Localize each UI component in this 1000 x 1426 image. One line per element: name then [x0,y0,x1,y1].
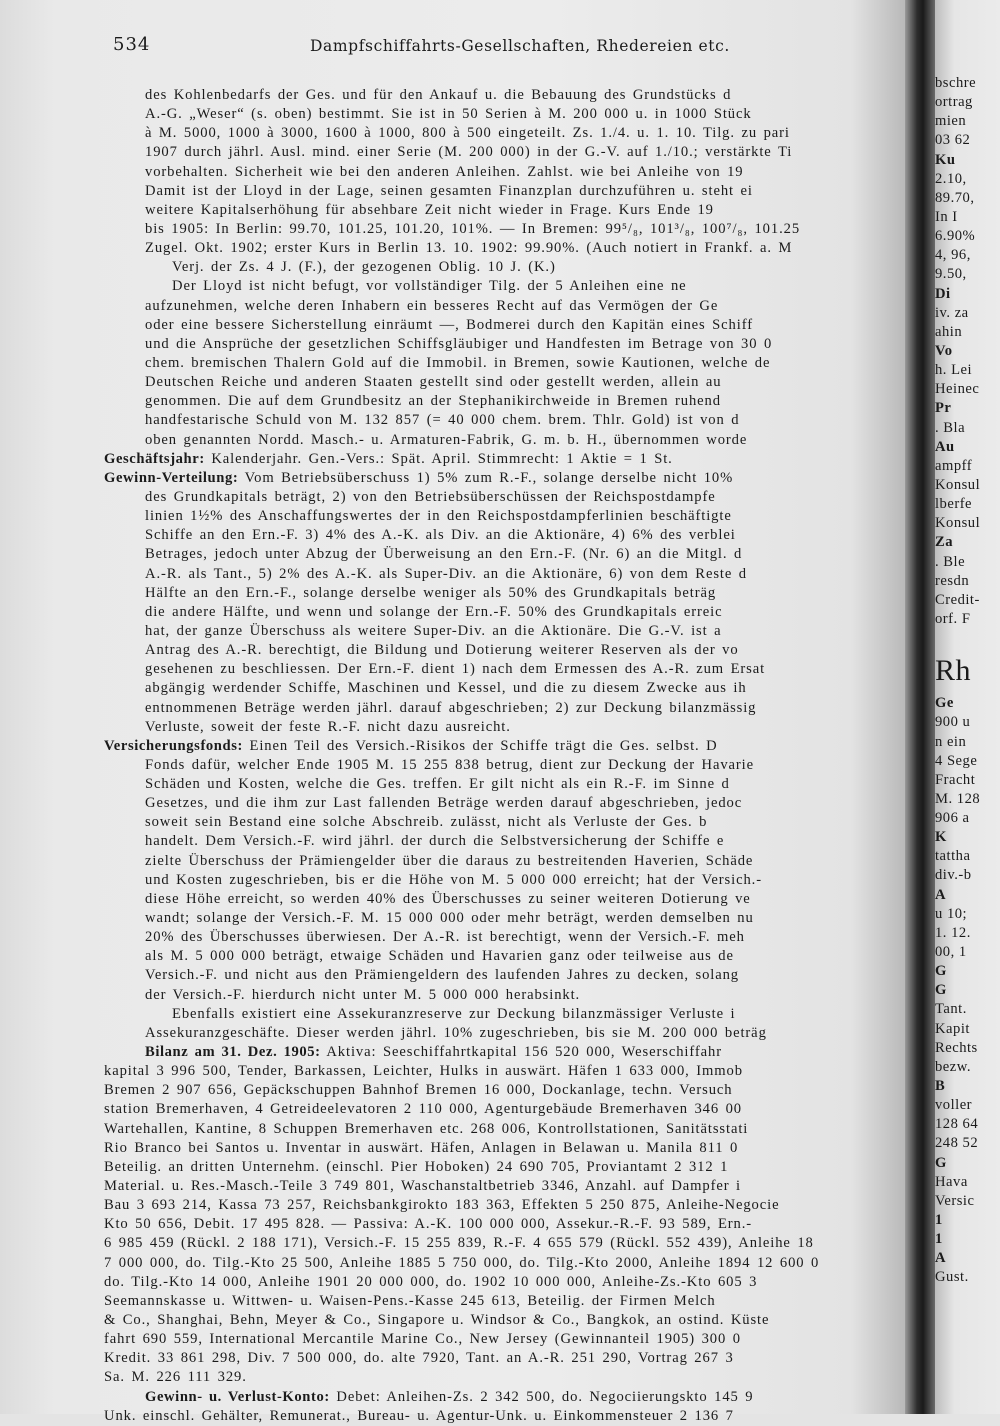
section-heading: Geschäftsjahr: [104,450,205,467]
line-text: weitere Kapitalserhöhung für absehbare Zeit nicht wieder in Frage. Kurs Ende 19 [145,201,714,218]
line-text: vorbehalten. Sicherheit wie bei den anderen Anleihen. Zahlst. wie bei Anleihe von 19 [145,163,744,180]
text-line [104,297,904,316]
line-text: handfestarische Schuld von M. 132 857 (= 40 000 chem. brem. Thlr. Gold) ist von d [145,412,740,429]
text-line [104,86,904,105]
line-text: Deutschen Reiche und anderen Staaten gestellt sind oder gestellt werden, allein au [145,374,722,391]
right-text-line: 4 Sege [935,752,978,769]
text-line [104,124,904,143]
line-text: Verluste, soweit der feste R.-F. nicht dazu ausreicht. [145,718,511,735]
text-line [104,641,904,660]
line-text: entnommenen Beträge werden jährl. darauf abgeschrieben; 2) zur Deckung bilanzmässig [145,699,757,716]
right-text-line: Konsul [935,476,981,493]
line-text: Betrages, jedoch unter Abzug der Überweisung an den Ern.-F. (Nr. 6) an die Mitgl. d [145,546,743,563]
right-text-line: Vo [935,342,953,359]
text-line [104,431,904,450]
right-text-line: Kapit [935,1020,970,1037]
section-heading: Gewinn- u. Verlust-Konto: [145,1388,330,1405]
line-text: à M. 5000, 1000 à 3000, 1600 à 1000, 800 à 500 eingeteilt. Zs. 1./4. u. 1. 10. Tilg. zu pari [145,125,790,142]
text-line [104,871,904,890]
text-line [104,737,904,756]
text-line [104,603,904,622]
line-text: linien 1½% des Anschaffungswertes der in den Reichspostdampferlinien beschäftigte [145,508,732,525]
right-text-line: Fracht [935,771,976,788]
right-text-line: Ku [935,151,956,168]
line-text: und Kosten zugeschrieben, bis er die Höhe von M. 5 000 000 erreicht; hat der Versich.- [145,871,762,888]
line-text: do. Tilg.-Kto 14 000, Anleihe 1901 20 000 000, do. 1902 10 000 000, Anleihe-Zs.-Kto 605 3 [104,1273,758,1290]
text-line [104,794,904,813]
right-text-line: 1 [935,1212,943,1229]
text-line [104,928,904,947]
right-text-line: tattha [935,848,971,865]
page-number: 534 [113,34,151,55]
right-text-line: A [935,886,947,903]
right-text-line: 900 u [935,714,971,731]
line-text: Schäden und Kosten, welche die Ges. treffen. Er gilt nicht als ein R.-F. im Sinne d [145,776,730,793]
text-line [104,890,904,909]
line-text: Beteilig. an dritten Unternehm. (einschl. Pier Hoboken) 24 690 705, Proviantamt 2 312 1 [104,1158,729,1175]
line-text: Ebenfalls existiert eine Assekuranzreserve zur Deckung bilanzmässiger Verluste i [172,1005,736,1022]
right-text-line: G [935,982,947,999]
line-text: Zugel. Okt. 1902; erster Kurs in Berlin 13. 10. 1902: 99.90%. (Auch notiert in Frankf. a. M [145,240,793,257]
right-text-line: n ein [935,733,967,750]
right-text-line: Konsul [935,515,981,532]
text-line [104,220,904,239]
right-text-line: div.-b [935,867,972,884]
text-line [104,756,904,775]
text-line [104,622,904,641]
right-text-line: u 10; [935,905,968,922]
line-text: Kredit. 33 861 298, Div. 7 500 000, do. alte 7920, Tant. an A.-R. 251 290, Vortrag 267 3 [104,1350,734,1367]
line-text: Kalenderjahr. Gen.-Vers.: Spät. April. Stimmrecht: 1 Aktie = 1 St. [204,450,673,467]
line-text: Antrag des A.-R. berechtigt, die Bildung und Dotierung weiterer Reserven als der vo [145,642,739,659]
line-text: Material. u. Res.-Masch.-Teile 3 749 801, Waschanstaltbetrieb 3346, Anzahl. auf Dampfer i [104,1178,742,1195]
right-text-line: 248 52 [935,1135,979,1152]
right-text-line: Gust. [935,1269,969,1286]
right-text-line: mien [935,113,967,130]
line-text: genommen. Die auf dem Grundbesitz an der Stephanikirchweide in Bremen ruhend [145,393,721,410]
text-line [104,1177,904,1196]
right-text-line: 03 62 [935,132,971,149]
text-line [104,1024,904,1043]
line-text: und die Ansprüche der gesetzlichen Schiffsgläubiger und Handfesten im Betrage von 30 0 [145,335,773,352]
body-text [104,86,904,1426]
text-line [104,775,904,794]
right-text-line: ahin [935,323,963,340]
line-text: Assekuranzgeschäfte. Dieser werden jährl. 10% zugeschrieben, bis sie M. 200 000 beträg [145,1024,767,1041]
right-text-line: 128 64 [935,1116,979,1133]
right-text-line: Au [935,438,955,455]
right-text-line: bezw. [935,1058,971,1075]
text-line [104,1368,904,1387]
text-line [104,679,904,698]
text-line [104,813,904,832]
line-text: oben genannten Nordd. Masch.- u. Armaturen-Fabrik, G. m. b. H., übernommen worde [145,431,748,448]
line-text: Sa. M. 226 111 329. [104,1369,247,1386]
line-text: Vom Betriebsüberschuss 1) 5% zum R.-F., solange derselbe nicht 10% [238,469,734,486]
line-text: die andere Hälfte, und wenn und solange der Ern.-F. 50% des Grundkapitals erreic [145,603,723,620]
line-text: 1907 durch jährl. Ausl. mind. einer Serie (M. 200 000) in der G.-V. auf 1./10.; verstärkte Ti [145,144,793,161]
book-gutter [905,0,935,1414]
text-line [104,966,904,985]
text-line [104,239,904,258]
line-text: Bremen 2 907 656, Gepäckschuppen Bahnhof Bremen 16 000, Dockanlage, techn. Versuch [104,1082,733,1099]
right-text-line: iv. za [935,304,969,321]
text-line [104,1139,904,1158]
text-line [104,832,904,851]
right-text-line: voller [935,1097,973,1114]
line-text: des Grundkapitals beträgt, 2) von den Betriebsüberschüssen der Reichspostdampfe [145,488,716,505]
right-text-line: G [935,963,947,980]
line-text: Versich.-F. und nicht aus den Prämiengeldern des laufenden Jahres zu decken, solang [145,967,739,984]
right-text-line: Rechts [935,1039,978,1056]
line-text: Damit ist der Lloyd in der Lage, seinen gesamten Finanzplan durchzuführen u. steht ei [145,182,753,199]
line-text: Einen Teil des Versich.-Risikos der Schiffe trägt die Ges. selbst. D [242,737,718,754]
text-line [104,335,904,354]
text-line [104,852,904,871]
text-line [104,354,904,373]
right-text-line: Hava [935,1173,968,1190]
line-text: chem. bremischen Thalern Gold auf die Immobil. in Bremen, sowie Kautionen, welche de [145,354,771,371]
right-text-line: h. Lei [935,362,973,379]
text-line [104,1005,904,1024]
text-line [104,258,904,277]
right-text-line: orf. F [935,610,971,627]
right-text-line: resdn [935,572,970,589]
text-line [104,565,904,584]
text-line [104,1043,904,1062]
text-line [104,182,904,201]
right-text-line: 89.70, [935,189,975,206]
right-text-line: Pr [935,400,952,417]
text-line [104,105,904,124]
text-line [104,1234,904,1253]
line-text: kapital 3 996 500, Tender, Barkassen, Leichter, Hulks in auswärt. Häfen 1 633 000, Immob [104,1063,743,1080]
right-text-line: ortrag [935,94,973,111]
text-line [104,909,904,928]
right-text-line: 906 a [935,810,970,827]
text-line [104,1158,904,1177]
line-gap [935,629,1000,648]
right-text-line: In I [935,208,958,225]
line-text: 7 000 000, do. Tilg.-Kto 25 500, Anleihe 1885 5 750 000, do. Tilg.-Kto 2000, Anleihe 1894 12 600 0 [104,1254,820,1271]
line-text: der Versich.-F. hierdurch nicht unter M. 5 000 000 herabsinkt. [145,986,581,1003]
right-text-line: A [935,1250,947,1267]
line-text: Gesetzes, und die ihm zur Last fallenden Beträge werden darauf abgeschrieben, jedoc [145,795,743,812]
line-text: Unk. einschl. Gehälter, Remunerat., Bureau- u. Agentur-Unk. u. Einkommensteuer 2 136 7 [104,1407,734,1424]
right-text-line: Credit- [935,591,980,608]
line-text: als M. 5 000 000 beträgt, etwaige Schäden und Havarien ganz oder teilweise aus de [145,948,734,965]
right-text-line: Ge [935,695,954,712]
text-line [104,526,904,545]
text-line [104,545,904,564]
section-heading: Gewinn-Verteilung: [104,469,239,486]
right-text-line: Tant. [935,1001,967,1018]
right-text-line: 2.10, [935,170,967,187]
text-line [104,1215,904,1234]
line-text: A.-R. als Tant., 5) 2% des A.-K. als Super-Div. an die Aktionäre, 6) von dem Reste d [145,565,747,582]
right-section-title: Rh [935,654,972,688]
text-line [104,277,904,296]
line-text: Debet: Anleihen-Zs. 2 342 500, do. Negociierungskto 145 9 [329,1388,754,1405]
text-line [104,1081,904,1100]
text-line [104,507,904,526]
line-text: Seemannskasse u. Wittwen- u. Waisen-Pens.-Kasse 245 613, Beteilig. der Firmen Melch [104,1292,716,1309]
line-text: oder eine bessere Sicherstellung einräumt —, Bodmerei durch den Kapitän eines Schiff [145,316,753,333]
line-text: aufzunehmen, welche deren Inhabern ein besseres Recht auf das Vermögen der Ge [145,297,719,314]
text-line [104,488,904,507]
text-line [104,373,904,392]
text-line [104,1311,904,1330]
line-text: Wartehallen, Kantine, 8 Schuppen Bremerhaven etc. 268 006, Kontrollstationen, Sanitätsstati [104,1120,749,1137]
section-heading: Bilanz am 31. Dez. 1905: [145,1044,321,1061]
text-line [104,392,904,411]
line-text: gesehenen zu beschliessen. Der Ern.-F. dient 1) nach dem Ermessen des A.-R. zum Ersat [145,661,766,678]
right-text-line: Di [935,285,951,302]
right-text-line: 9.50, [935,266,967,283]
line-text: zielte Überschuss der Prämiengelder über die daraus zu bestreitenden Haverien, Schäde [145,852,754,869]
line-text: handelt. Dem Versich.-F. wird jährl. der durch die Selbstversicherung der Schiffe e [145,833,725,850]
text-line [104,316,904,335]
text-line [104,1349,904,1368]
page-header [0,34,905,64]
line-text: Verj. der Zs. 4 J. (F.), der gezogenen Oblig. 10 J. (K.) [172,259,556,276]
text-line [104,143,904,162]
right-text-line: Za [935,534,954,551]
line-text: 6 985 459 (Rückl. 2 188 171), Versich.-F. 15 255 839, R.-F. 4 655 579 (Rückl. 552 439), Anleihe 18 [104,1235,814,1252]
line-text: hat, der ganze Überschuss als weitere Super-Div. an die Aktionäre. Die G.-V. ist a [145,622,722,639]
text-line [104,1407,904,1426]
right-text-line: 1. 12. [935,924,971,941]
right-text-line: 4, 96, [935,247,971,264]
text-line [104,1292,904,1311]
line-text: Schiffe an den Ern.-F. 3) 4% des A.-K. als Div. an die Aktionäre, 4) 6% des verblei [145,527,736,544]
line-text: station Bremerhaven, 4 Getreideelevatoren 2 110 000, Agenturgebäude Bremerhaven 346 00 [104,1101,743,1118]
text-line [104,986,904,1005]
text-line [104,469,904,488]
text-line [104,163,904,182]
text-line [104,584,904,603]
line-text: fahrt 690 559, International Mercantile Marine Co., New Jersey (Gewinnanteil 1905) 300 0 [104,1331,741,1348]
line-text: wandt; solange der Versich.-F. M. 15 000 000 oder mehr beträgt, werden demselben nu [145,910,754,927]
text-line [104,201,904,220]
section-heading: Versicherungsfonds: [104,737,243,754]
text-line [104,699,904,718]
text-line [104,1062,904,1081]
right-text-line: lberfe [935,496,973,513]
text-line [104,660,904,679]
text-line [104,411,904,430]
right-text-line: bschre [935,75,977,91]
line-text: bis 1905: In Berlin: 99.70, 101.25, 101.20, 101%. — In Bremen: 99⁵/₈, 101³/₈, 100⁷/₈, 101.25 [145,220,801,237]
right-text-line: 00, 1 [935,944,967,961]
line-text: Hälfte an den Ern.-F., solange derselbe weniger als 50% des Grundkapitals beträg [145,584,717,601]
line-text: 20% des Überschusses überwiesen. Der A.-R. ist berechtigt, wenn der Versich.-F. meh [145,929,745,946]
line-text: Aktiva: Seeschiffahrtkapital 156 520 000, Weserschiffahr [320,1044,722,1061]
line-text: Kto 50 656, Debit. 17 495 828. — Passiva: A.-K. 100 000 000, Assekur.-R.-F. 93 589, Ern.- [104,1216,753,1233]
right-text-line: Heinec [935,381,980,398]
line-text: des Kohlenbedarfs der Ges. und für den Ankauf u. die Bebauung des Grundstücks d [145,87,732,103]
line-text: diese Höhe erreicht, so werden 40% des Überschusses zu seiner weiteren Dotierung ve [145,890,751,907]
text-line [104,1330,904,1349]
text-line [104,1273,904,1292]
line-text: A.-G. „Weser“ (s. oben) bestimmt. Sie ist in 50 Serien à M. 200 000 u. in 1000 Stück [145,106,752,123]
right-text-line: M. 128 [935,790,981,807]
right-text-line: 1 [935,1231,943,1248]
running-head: Dampfschiffahrts-Gesellschaften, Rhedereien etc. [310,37,730,55]
right-text-line: B [935,1078,946,1095]
right-page-fragment [935,0,1000,1414]
text-line [104,1100,904,1119]
right-text-line: . Bla [935,419,966,436]
line-text: soweit sein Bestand eine solche Abschreib. zulässt, nicht als Verluste der Ges. b [145,814,708,831]
right-text-line: 6.90% [935,228,976,245]
right-text-line: K [935,829,947,846]
line-text: Der Lloyd ist nicht befugt, vor vollständiger Tilg. der 5 Anleihen eine ne [172,278,687,295]
right-text-line: . Ble [935,553,966,570]
right-text-line: G [935,1154,947,1171]
right-page-text [935,74,1000,1288]
line-text: & Co., Shanghai, Behn, Meyer & Co., Singapore u. Windsor & Co., Bangkok, an ostind. Küste [104,1312,770,1328]
text-line [104,1254,904,1273]
text-line [104,1388,904,1407]
text-line [104,1196,904,1215]
text-line [104,450,904,469]
right-text-line: Versic [935,1192,975,1209]
line-text: Fonds dafür, welcher Ende 1905 M. 15 255 838 betrug, dient zur Deckung der Havarie [145,756,755,773]
line-text: abgängig werdender Schiffe, Maschinen und Kessel, und die zu diesem Zwecke aus ih [145,680,747,697]
text-line [104,718,904,737]
line-text: Bau 3 693 214, Kassa 73 257, Reichsbankgirokto 183 363, Effekten 5 250 875, Anleihe-Negocie [104,1197,780,1214]
text-line [104,1120,904,1139]
line-text: Rio Branco bei Santos u. Inventar in auswärt. Häfen, Anlagen in Belawan u. Manila 811 0 [104,1139,739,1156]
right-text-line: ampff [935,457,973,474]
text-line [104,947,904,966]
